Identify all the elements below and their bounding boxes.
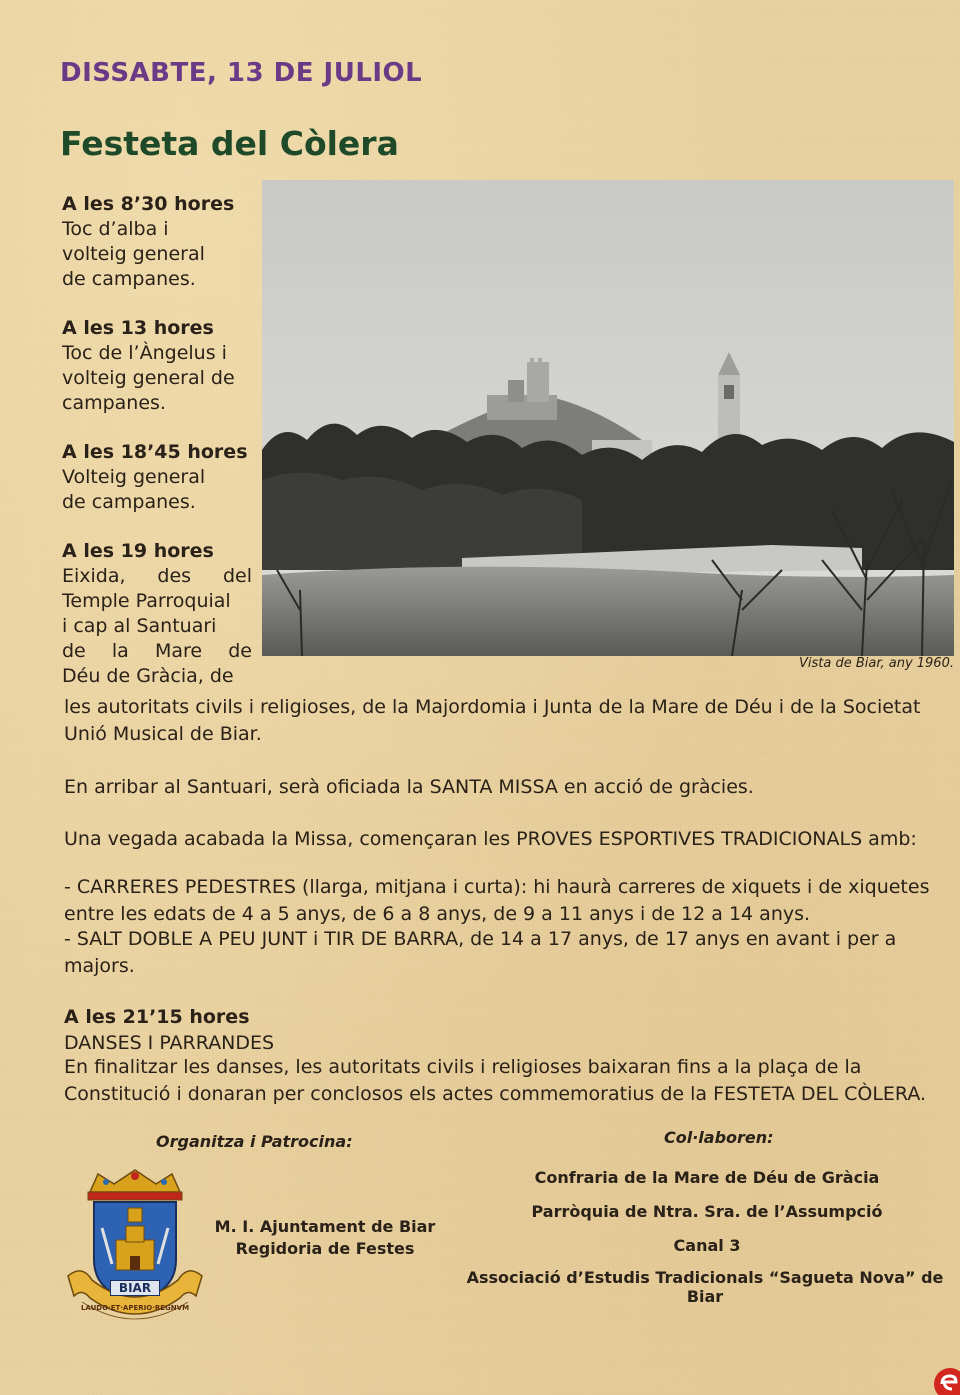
race-paragraph: - CARRERES PEDESTRES (llarga, mitjana i curta): hi haurà carreres de xiquets i de xiquetes entre les edats de 4 a 5 anys, de 6 a 8 anys, de 9 a 11 anys i de 12 a 14 anys. <box>64 876 930 925</box>
collaborator-item: Associació d’Estudis Tradicionals “Sagueta Nova” de Biar <box>466 1268 944 1306</box>
collaborator-item: Parròquia de Ntra. Sra. de l’Assumpció <box>531 1202 883 1221</box>
schedule-line: volteig general de <box>62 367 235 389</box>
schedule-item <box>62 192 252 292</box>
final-time: A les 21’15 hores <box>64 1006 250 1028</box>
schedule-line: i cap al Santuari <box>62 615 217 637</box>
sports-intro-paragraph: Una vegada acabada la Missa, començaran les PROVES ESPORTIVES TRADICIONALS amb: <box>64 828 917 850</box>
schedule-line: Eixida, des del <box>62 565 252 587</box>
schedule-line: de campanes. <box>62 491 196 513</box>
crest-name: BIAR <box>110 1280 160 1296</box>
village-photo-illustration <box>262 180 954 656</box>
organizer-line2: Regidoria de Festes <box>235 1239 415 1258</box>
schedule-time: A les 18’45 hores <box>62 441 248 463</box>
schedule-line: de la Mare de <box>62 640 252 662</box>
event-title: Festeta del Còlera <box>60 124 399 163</box>
schedule-line: Toc d’alba i <box>62 218 169 240</box>
closing-paragraph: En finalitzar les danses, les autoritats civils i religioses baixaran fins a la plaça de la Constitució i donaran per conclosos els actes commemoratius de la FESTETA DEL CÒLERA. <box>64 1056 927 1105</box>
collaborator-item: Canal 3 <box>673 1236 741 1255</box>
schedule-column <box>62 192 252 689</box>
schedule-line: Déu de Gràcia, de <box>62 665 234 687</box>
schedule-line: volteig general <box>62 243 205 265</box>
village-photo <box>262 180 954 656</box>
date-heading: DISSABTE, 13 DE JULIOL <box>60 58 423 88</box>
schedule-item <box>62 539 252 689</box>
schedule-line: de campanes. <box>62 268 196 290</box>
biar-crest-icon <box>62 1168 208 1326</box>
photo-caption: Vista de Biar, any 1960. <box>798 656 954 671</box>
organizer-line1: M. I. Ajuntament de Biar <box>214 1217 436 1236</box>
continuation-paragraph: les autoritats civils i religioses, de la Majordomia i Junta de la Mare de Déu i de la Societat Unió Musical de Biar. <box>64 696 921 745</box>
jump-paragraph: - SALT DOBLE A PEU JUNT i TIR DE BARRA, de 14 a 17 anys, de 17 anys en avant i per a majors. <box>64 928 897 977</box>
organizer-name <box>212 1216 438 1260</box>
schedule-line: campanes. <box>62 392 166 414</box>
dances-line: DANSES I PARRANDES <box>64 1032 275 1054</box>
schedule-item <box>62 440 252 515</box>
corner-logo-icon <box>928 1362 960 1395</box>
crest-motto: LAUDO·ET·APERIO·REGNVM <box>80 1304 190 1312</box>
schedule-line: Volteig general <box>62 466 206 488</box>
collaborator-item: Confraria de la Mare de Déu de Gràcia <box>534 1168 880 1187</box>
schedule-item <box>62 316 252 416</box>
schedule-time: A les 13 hores <box>62 317 214 339</box>
schedule-line: Toc de l’Àngelus i <box>62 342 227 364</box>
schedule-line: Temple Parroquial <box>62 590 231 612</box>
schedule-time: A les 8’30 hores <box>62 193 235 215</box>
mass-paragraph: En arribar al Santuari, serà oficiada la SANTA MISSA en acció de gràcies. <box>64 776 754 798</box>
schedule-time: A les 19 hores <box>62 540 214 562</box>
organizer-label: Organitza i Patrocina: <box>156 1132 353 1151</box>
collab-label: Col·laboren: <box>664 1128 774 1147</box>
